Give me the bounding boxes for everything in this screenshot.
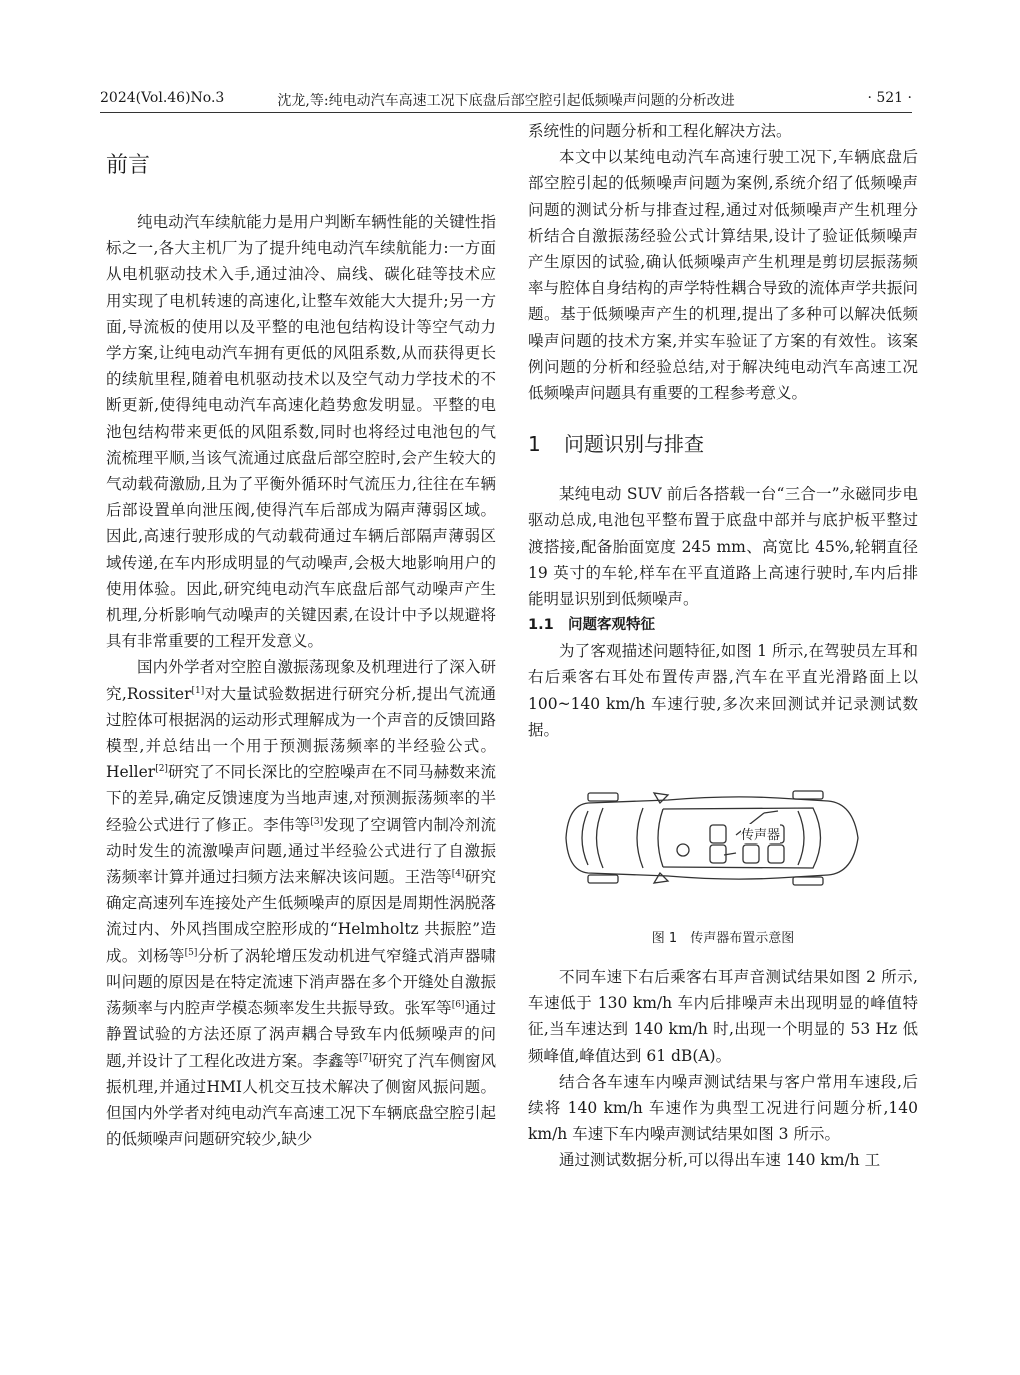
figure-car-diagram [528,763,918,913]
section-heading-intro: 前言 [106,153,151,178]
paragraph: 某纯电动 SUV 前后各搭载一台“三合一”永磁同步电驱动总成,电池包平整布置于底盘中部并与底护板平整过渡搭接,配备胎面宽度 245 mm、高宽比 45%,轮辋直径 19 英寸的车轮,样车在平直道路上高速行驶时,车内后排能明显识别到低频噪声。 [528,485,918,609]
citation[interactable]: [6] [451,999,465,1010]
paragraph: 纯电动汽车续航能力是用户判断车辆性能的关键性指标之一,各大主机厂为了提升纯电动汽车续航能力:一方面从电机驱动技术入手,通过油冷、扁线、碳化硅等技术应用实现了电机转速的高速化,让整车效能大大提升;另一方面,导流板的使用以及平整的电池包结构设计等空气动力学方案,让纯电动汽车拥有更低的风阻系数,从而获得更长的续航里程,随着电机驱动技术以及空气动力学技术的不断更新,使得纯电动汽车高速化趋势愈发明显。平整的电池包结构带来更低的风阻系数,同时也将经过电池包的气流梳理平顺,当该气流通过底盘后部空腔时,会产生较大的气动载荷激励,且为了平衡外循环时气流压力,往往在车辆后部设置单向泄压阀,使得汽车后部成为隔声薄弱区域。因此,高速行驶形成的气动载荷通过车辆后部隔声薄弱区域传递,在车内形成明显的气动噪声,会极大地影响用户的使用体验。因此,研究纯电动汽车底盘后部气动噪声产生机理,分析影响气动噪声的关键因素,在设计中予以规避将具有非常重要的工程开发意义。 [106,213,496,651]
issue-info: 2024(Vol.46)No.3 [100,90,225,106]
paragraph-literature: 国内外学者对空腔自激振荡现象及机理进行了深入研究,Rossiter[1]对大量试验数据进行研究分析,提出气流通过腔体可根据涡的运动形式理解成为一个声音的反馈回路模型,并总结出一个用于预测振荡频率的半经验公式。Heller[2]研究了不同长深比的空腔噪声在不同马赫数来流下的差异,确定反馈速度为当地声速,对预测振荡频率的半经验公式进行了修正。李伟等[3]发现了空调管内制冷剂流动时发生的流激噪声问题,通过半经验公式进行了自激振荡频率计算并通过扫频方法来解决该问题。王浩等[4]研究确定高速列车连接处产生低频噪声的原因是周期性涡脱落流过内、外风挡围成空腔形成的“Helmholtz 共振腔”造成。刘杨等[5]分析了涡轮增压发动机进气窄缝式消声器啸叫问题的原因是在特定流速下消声器在多个开缝处自激振荡频率与内腔声学模态频率发生共振导致。张军等[6]通过静置试验的方法还原了涡声耦合导致车内低频噪声的问题,并设计了工程化改进方案。李鑫等[7]研究了汽车侧窗风振机理,并通过HMI人机交互技术解决了侧窗风振问题。但国内外学者对纯电动汽车高速工况下车辆底盘空腔引起的低频噪声问题研究较少,缺少 [106,658,497,1149]
citation[interactable]: [5] [184,947,198,958]
subsection-number: 1.1 [528,617,554,634]
citation[interactable]: [4] [451,868,465,879]
section-title: 问题识别与排查 [564,432,704,457]
left-column [106,118,496,1152]
subsection-title: 问题客观特征 [568,617,655,634]
paragraph: 通过测试数据分析,可以得出车速 140 km/h 工 [559,1151,881,1170]
page-number: · 521 · [867,90,912,106]
citation[interactable]: [1] [191,685,205,696]
running-title: 沈龙,等:纯电动汽车高速工况下底盘后部空腔引起低频噪声问题的分析改进 [277,93,735,109]
subsection-heading [528,612,918,638]
section-heading [528,428,918,457]
paragraph: 本文中以某纯电动汽车高速行驶工况下,车辆底盘后部空腔引起的低频噪声问题为案例,系统介绍了低频噪声问题的测试分析与排查过程,通过对低频噪声产生机理分析结合自激振荡经验公式计算结果,设计了验证低频噪声产生原因的试验,确认低频噪声产生机理是剪切层振荡频率与腔体自身结构的声学特性耦合导致的流体声学共振问题。基于低频噪声产生的机理,提出了多种可以解决低频噪声问题的技术方案,并实车验证了方案的有效性。该案例问题的分析和经验总结,对于解决纯电动汽车高速工况低频噪声问题具有重要的工程参考意义。 [528,148,918,403]
paragraph: 为了客观描述问题特征,如图 1 所示,在驾驶员左耳和右后乘客右耳处布置传声器,汽车在平直光滑路面上以 100~140 km/h 车速行驶,多次来回测试并记录测试数据。 [528,642,918,739]
car-top-view-illustration [528,763,918,913]
paragraph: 系统性的问题分析和工程化解决方法。 [528,122,792,140]
citation[interactable]: [3] [310,816,324,827]
paragraph: 结合各车速车内噪声测试结果与客户常用车速段,后续将 140 km/h 车速作为典型工况进行问题分析,140 km/h 车速下车内噪声测试结果如图 3 所示。 [528,1072,918,1144]
microphone-label: 传声器 [741,824,780,843]
paragraph: 不同车速下右后乘客右耳声音测试结果如图 2 所示,车速低于 130 km/h 车内后排噪声未出现明显的峰值特征,当车速达到 140 km/h 时,出现一个明显的 53 Hz 低频峰值,峰值达到 61 dB(A)。 [528,968,918,1065]
citation[interactable]: [7] [359,1052,372,1063]
right-column [528,118,918,1174]
figure-caption: 图 1 传声器布置示意图 [651,931,795,947]
citation[interactable]: [2] [155,764,168,775]
section-number: 1 [528,432,541,457]
running-header [100,90,912,113]
